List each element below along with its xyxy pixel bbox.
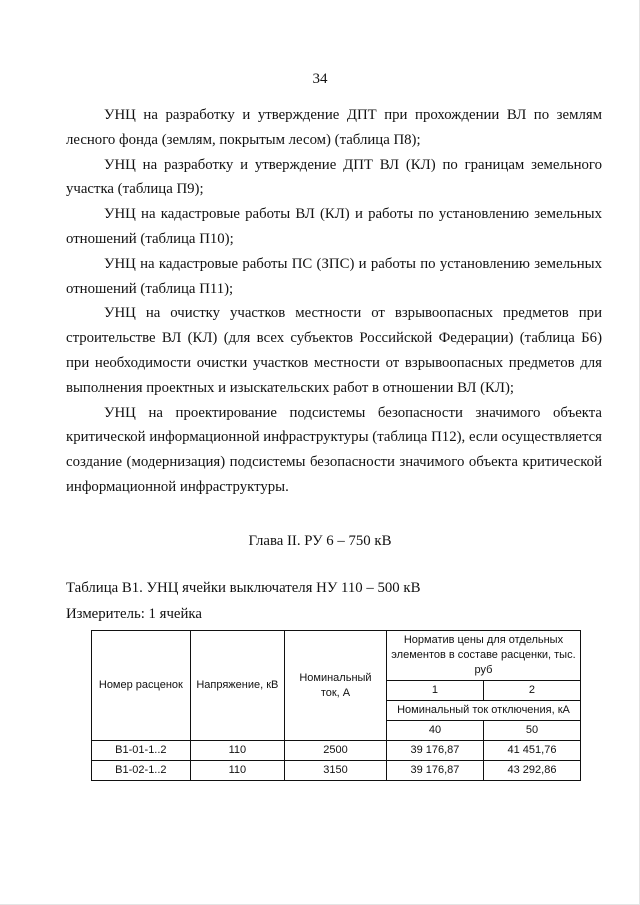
table-row	[92, 761, 581, 781]
price-table	[91, 630, 581, 781]
paragraph: УНЦ на кадастровые работы ВЛ (КЛ) и работы по установлению земельных отношений (таблица П10);	[66, 206, 602, 247]
cell-value-1: 39 176,87	[386, 741, 483, 761]
table-row	[92, 741, 581, 761]
header-break-50: 50	[483, 721, 580, 741]
paragraph: УНЦ на проектирование подсистемы безопасности значимого объекта критической информационной инфраструктуры (таблица П12), если осуществляется создание (модернизация) подсистемы безопасности значимого объекта критической информационной инфраструктуры.	[66, 404, 602, 495]
cell-voltage: 110	[190, 761, 284, 781]
body-text	[66, 103, 602, 500]
paragraph: УНЦ на разработку и утверждение ДПТ ВЛ (КЛ) по границам земельного участка (таблица П9);	[66, 156, 602, 198]
table-caption: Таблица В1. УНЦ ячейки выключателя НУ 110 – 500 кВ	[66, 580, 421, 596]
cell-code: В1-01-1..2	[92, 741, 191, 761]
chapter-title: Глава II. РУ 6 – 750 кВ	[248, 533, 392, 549]
header-breaking-current: Номинальный ток отключения, кА	[386, 701, 580, 721]
table-measure-unit: Измеритель: 1 ячейка	[66, 606, 202, 622]
cell-current: 2500	[285, 741, 387, 761]
paragraph: УНЦ на кадастровые работы ПС (ЗПС) и работы по установлению земельных отношений (таблица П11);	[66, 255, 602, 297]
cell-code: В1-02-1..2	[92, 761, 191, 781]
header-col-1: 1	[386, 681, 483, 701]
cell-voltage: 110	[190, 741, 284, 761]
cell-current: 3150	[285, 761, 387, 781]
paragraph: УНЦ на очистку участков местности от взрывоопасных предметов при строительстве ВЛ (КЛ) (для всех субъектов Российской Федерации) (таблица Б6) при необходимости очистки участков местности от взрывоопасных предметов для выполнения проектных и изыскательских работ в отношении ВЛ (КЛ);	[66, 305, 602, 396]
paragraph: УНЦ на разработку и утверждение ДПТ при прохождении ВЛ по землям лесного фонда (землям, покрытым лесом) (таблица П8);	[66, 107, 602, 148]
page-number: 34	[312, 71, 328, 87]
header-voltage: Напряжение, кВ	[190, 631, 284, 741]
header-price-norm: Норматив цены для отдельных элементов в составе расценки, тыс. руб	[386, 631, 580, 681]
header-rate-number: Номер расценок	[92, 631, 191, 741]
header-break-40: 40	[386, 721, 483, 741]
cell-value-1: 39 176,87	[386, 761, 483, 781]
header-col-2: 2	[483, 681, 580, 701]
header-nominal-current: Номинальный ток, А	[285, 631, 387, 741]
cell-value-2: 41 451,76	[483, 741, 580, 761]
cell-value-2: 43 292,86	[483, 761, 580, 781]
table-header-row	[92, 631, 581, 681]
